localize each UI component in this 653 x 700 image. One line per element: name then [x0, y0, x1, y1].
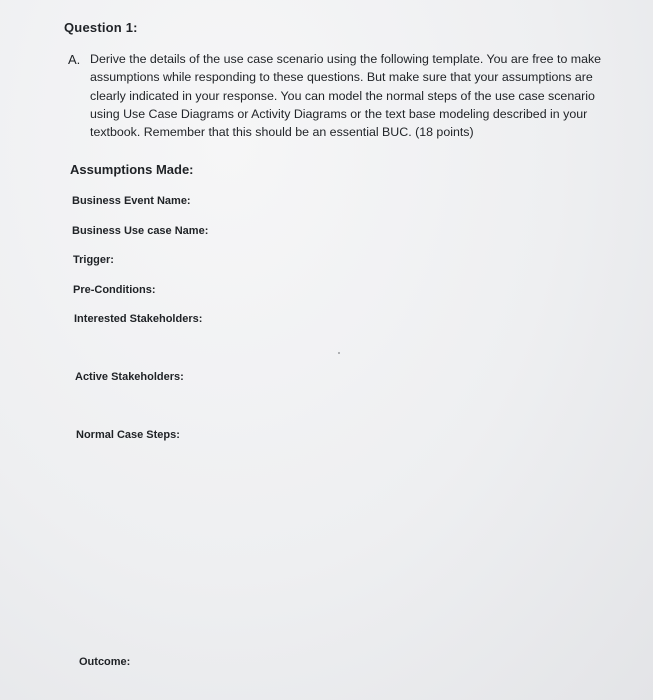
- question-title: Question 1:: [64, 20, 138, 35]
- part-label: A.: [68, 52, 81, 67]
- field-business-use-case-name: Business Use case Name:: [72, 225, 209, 237]
- paper-speck: [338, 352, 340, 354]
- field-active-stakeholders: Active Stakeholders:: [75, 371, 184, 383]
- field-business-event-name: Business Event Name:: [72, 195, 191, 207]
- part-instructions: Derive the details of the use case scenario using the following template. You are free to make assumptions while responding to these questions. But make sure that your assumptions are clearly indicated in your response. You can model the normal steps of the use case scenario using Use Case Diagrams or Activity Diagrams or the text base modeling described in your textbook. Remember that this should be an essential BUC. (18 points): [90, 52, 602, 140]
- field-trigger: Trigger:: [73, 254, 114, 266]
- field-pre-conditions: Pre-Conditions:: [73, 284, 156, 296]
- field-outcome: Outcome:: [79, 656, 131, 668]
- field-interested-stakeholders: Interested Stakeholders:: [74, 313, 203, 325]
- assumptions-heading: Assumptions Made:: [70, 162, 194, 177]
- field-normal-case-steps: Normal Case Steps:: [76, 429, 180, 441]
